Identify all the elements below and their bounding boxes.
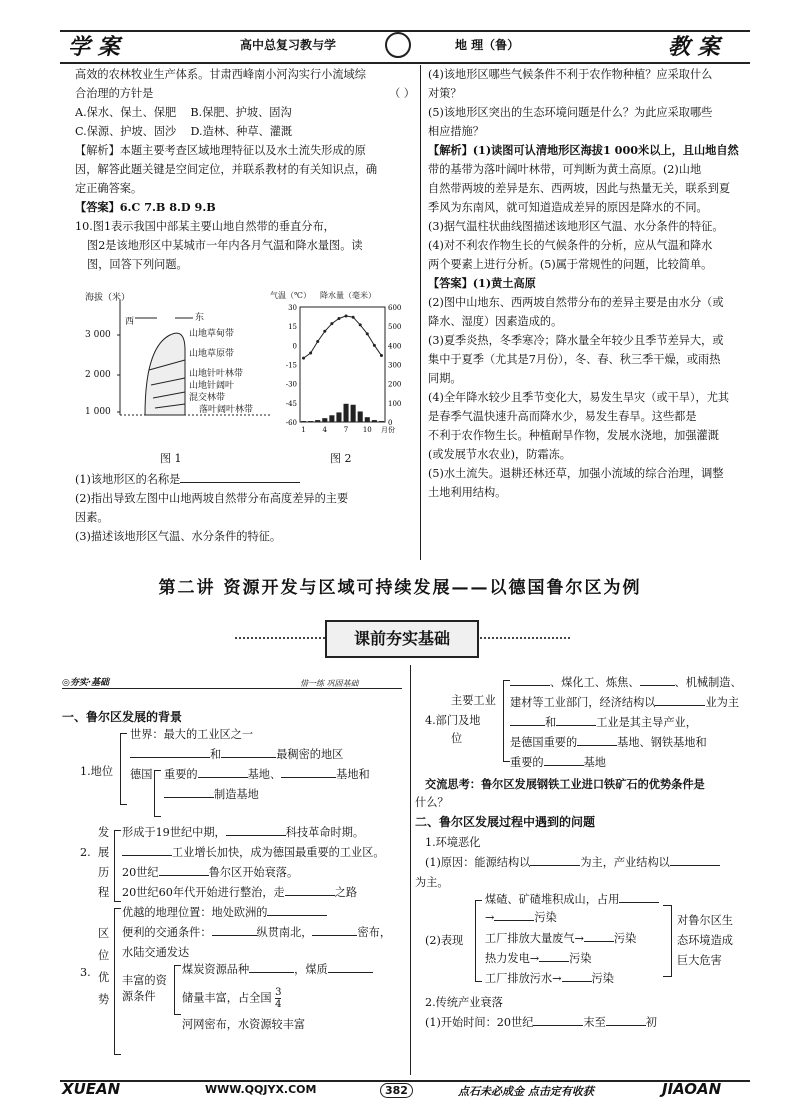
fig1-belt: 山地针叶林带	[189, 369, 244, 379]
y-tick-label: 30	[288, 304, 297, 312]
fig2-chart	[270, 302, 415, 437]
figure-2	[270, 290, 415, 465]
tag-right: 惜一练 巩固基础	[300, 679, 359, 688]
brace	[503, 680, 510, 762]
answer-line: 降水、湿度）因素造成的。	[428, 315, 563, 328]
lecture-title: 第二讲 资源开发与区域可持续发展——以德国鲁尔区为例	[158, 578, 642, 598]
header-left: 学 案	[68, 34, 120, 60]
precip-bar	[351, 405, 356, 422]
y2-tick-label: 100	[388, 399, 402, 408]
right-column-top	[428, 65, 758, 502]
brace	[120, 733, 127, 805]
fig1-east: 东	[195, 313, 205, 323]
env-result: 对鲁尔区生 态环境造成 巨大危害	[677, 914, 733, 967]
brace	[174, 965, 181, 1015]
precip-bar	[344, 404, 349, 422]
logo-icon	[385, 32, 411, 58]
fig1-belt: 山地草甸带	[189, 329, 235, 339]
x-tick-label: 1	[301, 426, 306, 434]
answer-line: (3)据气温柱状曲线图描述该地形区气温、水分条件的特征。	[428, 220, 724, 233]
plot-frame	[300, 307, 385, 422]
precip-bar	[358, 411, 363, 422]
fig1-belt: 混交林带	[189, 393, 226, 403]
section-2-heading: 二、鲁尔区发展过程中遇到的问题	[415, 815, 596, 829]
answer-line: 同期。	[428, 372, 462, 385]
decline-heading: 2.传统产业衰落	[425, 996, 503, 1009]
precip-bar	[372, 420, 377, 422]
y2-tick-label: 500	[388, 323, 402, 332]
header-center-1: 高中总复习教与学	[240, 38, 337, 52]
answer-line: 集中于夏季（尤其是7月份），冬、春、秋三季干燥，或雨热	[428, 353, 721, 366]
precip-bar	[308, 421, 313, 422]
precip-bar	[322, 418, 327, 422]
answer-line: 对策？	[428, 87, 462, 100]
loc-label: 1.地位	[80, 765, 114, 778]
answer-line: 带的基带为落叶阔叶林带，可判断为黄土高原。(2)山地	[428, 163, 702, 176]
fig2-ylabel-left: 气温（℃）	[270, 291, 311, 300]
lower-left: 1.地位 世界：最大的工业区之一 和 最稠密的地区 德国 重要的 基地、 基地和 制造基地 2. 发 展 历 程 形成于19世纪中期， 科技革命时期。 工业增长加快，成为德国最重要的工业区。 20世纪 鲁尔区开始衰落。 20世纪60年代开始进行整治，走 之路 3. 区 位 优 势 优越的地理位置：地处欧洲的 便利的交通条件： 纵贯南北， 密布， 水陆交通发达 丰富的资 源条件 煤炭资源品种 ，煤质 储量丰富，占全国 $\frac{3}{4}$ 河网密布，水资源较丰富	[62, 725, 407, 1075]
brace	[114, 908, 121, 1055]
section-banner: 课前夯实基础	[325, 620, 479, 658]
answer-line: 【答案】(1)黄土高原	[428, 276, 536, 290]
answer-line: (5)该地形区突出的生态环境问题是什么？为此应采取哪些	[428, 106, 713, 119]
footer-url[interactable]: WWW.QQJYX.COM	[205, 1083, 317, 1096]
fig2-ylabel-right: 降水量（毫米）	[320, 291, 376, 300]
answer-line: (2)图中山地东、西两坡自然带分布的差异主要是由水分（或	[428, 296, 724, 309]
answer-line: 【解析】(1)读图可认清地形区海拔1 000米以上，且山地自然	[428, 143, 739, 157]
fig2-caption: 图 2	[330, 452, 352, 465]
precip-bar	[301, 421, 306, 422]
adv-l3: 水陆交通发达	[122, 946, 190, 959]
loc-de: 德国	[130, 768, 153, 781]
answer-line: 是春季气温快速升高而降水少，易发生春旱。这些都是	[428, 410, 697, 423]
fig1-tick: 3 000	[85, 330, 111, 340]
section-1-heading: 一、鲁尔区发展的背景	[62, 710, 183, 724]
env-cause-end: 为主。	[415, 876, 449, 889]
answer-line: (4)全年降水较少且季节变化大，易发生旱灾（或干旱），尤其	[428, 391, 730, 404]
banner-dots-right	[480, 637, 570, 639]
hist-label: 2.	[80, 846, 91, 859]
answer-line: (4)对不利农作物生长的气候条件的分析，应从气温和降水	[428, 239, 713, 252]
answer-line: 相应措施？	[428, 125, 484, 138]
answer-line: (4)该地形区哪些气候条件不利于农作物种植？应采取什么	[428, 68, 713, 81]
think-question-2: 什么？	[415, 796, 449, 809]
adv-river: 河网密布，水资源较丰富	[182, 1018, 306, 1031]
answer-line: (5)水土流失。退耕还林还草，加强小流域的综合治理，调整	[428, 467, 724, 480]
sector-label-2: 位	[451, 732, 463, 745]
main-industry-label: 主要工业	[451, 694, 496, 707]
y-tick-label: 0	[292, 342, 297, 351]
temp-line	[304, 316, 382, 358]
answer-line: 不利于农作物生长。种植耐旱作物，发展水浇地，加强灌溉	[428, 429, 719, 442]
lower-right: 主要工业 4.部门及地 位 、煤化工、炼焦、 、机械制造、 建材等工业部门，经济结构以 业为主 和 工业是其主导产业， 是德国重要的 基地、钢铁基地和 重要的 基地 交流思考：鲁尔区发展钢铁工业进口铁矿石的优势条件是 什么？ 二、鲁尔区发展过程中遇到的问题 1.环境恶化 (1)原因：能源结构以 为主，产业结构以 为主。 (2)表现 煤碴、矿碴堆积成山，占用 → 污染 工厂排放大量废气→ 污染 热力发电→ 污染 工厂排放污水→ 污染 对鲁尔区生 态环境造成 巨大危害 2.传统产业衰落 (1)开始时间：20世纪 末至 初	[415, 676, 742, 1029]
brace	[475, 900, 482, 982]
y-tick-label: -30	[285, 380, 297, 389]
performance-label: (2)表现	[425, 934, 464, 947]
adv-vlabel: 区 位 优 势	[98, 927, 110, 1006]
column-divider	[420, 65, 421, 560]
left-column-top: 高效的农林牧业生产体系。甘肃西峰南小河沟实行小流域综 合治理的方针是 （ ） A.保水、保土、保肥 B.保肥、护坡、固沟 C.保源、护坡、固沙 D.造林、种草、灌溉 【解析】本题主要考查区域地理特征以及水土流失形成的原 因，解答此题关键是空间定位，并联系教材的有关知识点，确 定正确答案。 【答案】6.C 7.B 8.D 9.B 10.图1表示我国中部某主要山地自然带的垂直分布， 图2是该地形区中某城市一年内各月气温和降水量图。读 图，回答下列问题。	[75, 68, 415, 271]
precip-bar	[329, 415, 334, 422]
banner-dots-left	[235, 637, 325, 639]
think-question: 交流思考：鲁尔区发展钢铁工业进口铁矿石的优势条件是	[425, 777, 705, 791]
brace	[154, 770, 161, 817]
loc-world: 世界：最大的工业区之一	[130, 728, 254, 741]
footer-slogan: 点石未必成金 点击定有收获	[458, 1085, 594, 1098]
answer-line: (3)夏季炎热，冬季寒冷；降水量全年较少且季节差异大，或	[428, 334, 724, 347]
footer-left: XUEAN	[62, 1080, 121, 1098]
answer-line: 土地利用结构。	[428, 486, 507, 499]
fig1-west: 西	[125, 317, 135, 327]
brace-right	[663, 905, 672, 977]
adv-num: 3.	[80, 966, 91, 979]
precip-bar	[365, 417, 370, 422]
header-center-2: 地 理（鲁）	[455, 38, 520, 52]
answer-line: 季风为东南风，就可知道造成差异的原因是降水的不同。	[428, 201, 708, 214]
header-right: 教 案	[668, 34, 720, 60]
precip-bar	[379, 421, 384, 422]
answer-line: 两个要素上进行分析。(5)属于常规性的问题，比较简单。	[428, 258, 713, 271]
fig1-belt: 落叶阔叶林带	[199, 405, 254, 415]
x-axis-unit: 月份	[381, 426, 395, 434]
hist-vlabel: 发 展 历 程	[98, 826, 110, 899]
page-number: 382	[380, 1083, 413, 1098]
tag-left: ◎夯实·基础	[62, 678, 109, 688]
answer-line: (或发展节水农业)，防霜冻。	[428, 448, 571, 461]
precip-bar	[336, 412, 341, 422]
y-tick-label: -45	[285, 399, 297, 408]
y2-tick-label: 300	[388, 361, 402, 370]
brace	[114, 830, 121, 902]
fig1-belt: 山地针阔叶	[189, 381, 235, 391]
figure-1	[85, 290, 270, 465]
y2-tick-label: 0	[388, 419, 393, 427]
fig1-ylabel: 海拔（米）	[85, 293, 131, 303]
fig1-belt: 山地草原带	[189, 349, 235, 359]
sector-label: 4.部门及地	[425, 714, 481, 727]
x-tick-label: 10	[362, 426, 372, 434]
y-tick-label: -15	[285, 361, 297, 370]
left-questions: (1)该地形区的名称是 (2)指出导致左图中山地两坡自然带分布高度差异的主要 因素。 (3)描述该地形区气温、水分条件的特征。	[75, 473, 349, 543]
y2-tick-label: 600	[388, 304, 402, 312]
fig1-tick: 1 000	[85, 407, 111, 417]
y2-tick-label: 400	[388, 342, 402, 351]
y-tick-label: 15	[288, 323, 297, 332]
answer-line: 自然带两坡的差异是东、西两坡，因此与热量无关，联系到夏	[428, 182, 731, 195]
x-tick-label: 7	[343, 426, 349, 434]
tag-line	[62, 688, 402, 689]
y2-tick-label: 200	[388, 380, 402, 389]
fig1-caption: 图 1	[160, 452, 182, 465]
y-tick-label: -60	[285, 419, 297, 427]
precip-bar	[315, 420, 320, 422]
fig1-tick: 2 000	[85, 370, 111, 380]
x-tick-label: 4	[322, 426, 328, 434]
env-heading: 1.环境恶化	[425, 836, 481, 849]
footer-right: JIAOAN	[662, 1080, 722, 1098]
column-divider-lower	[410, 665, 411, 1075]
